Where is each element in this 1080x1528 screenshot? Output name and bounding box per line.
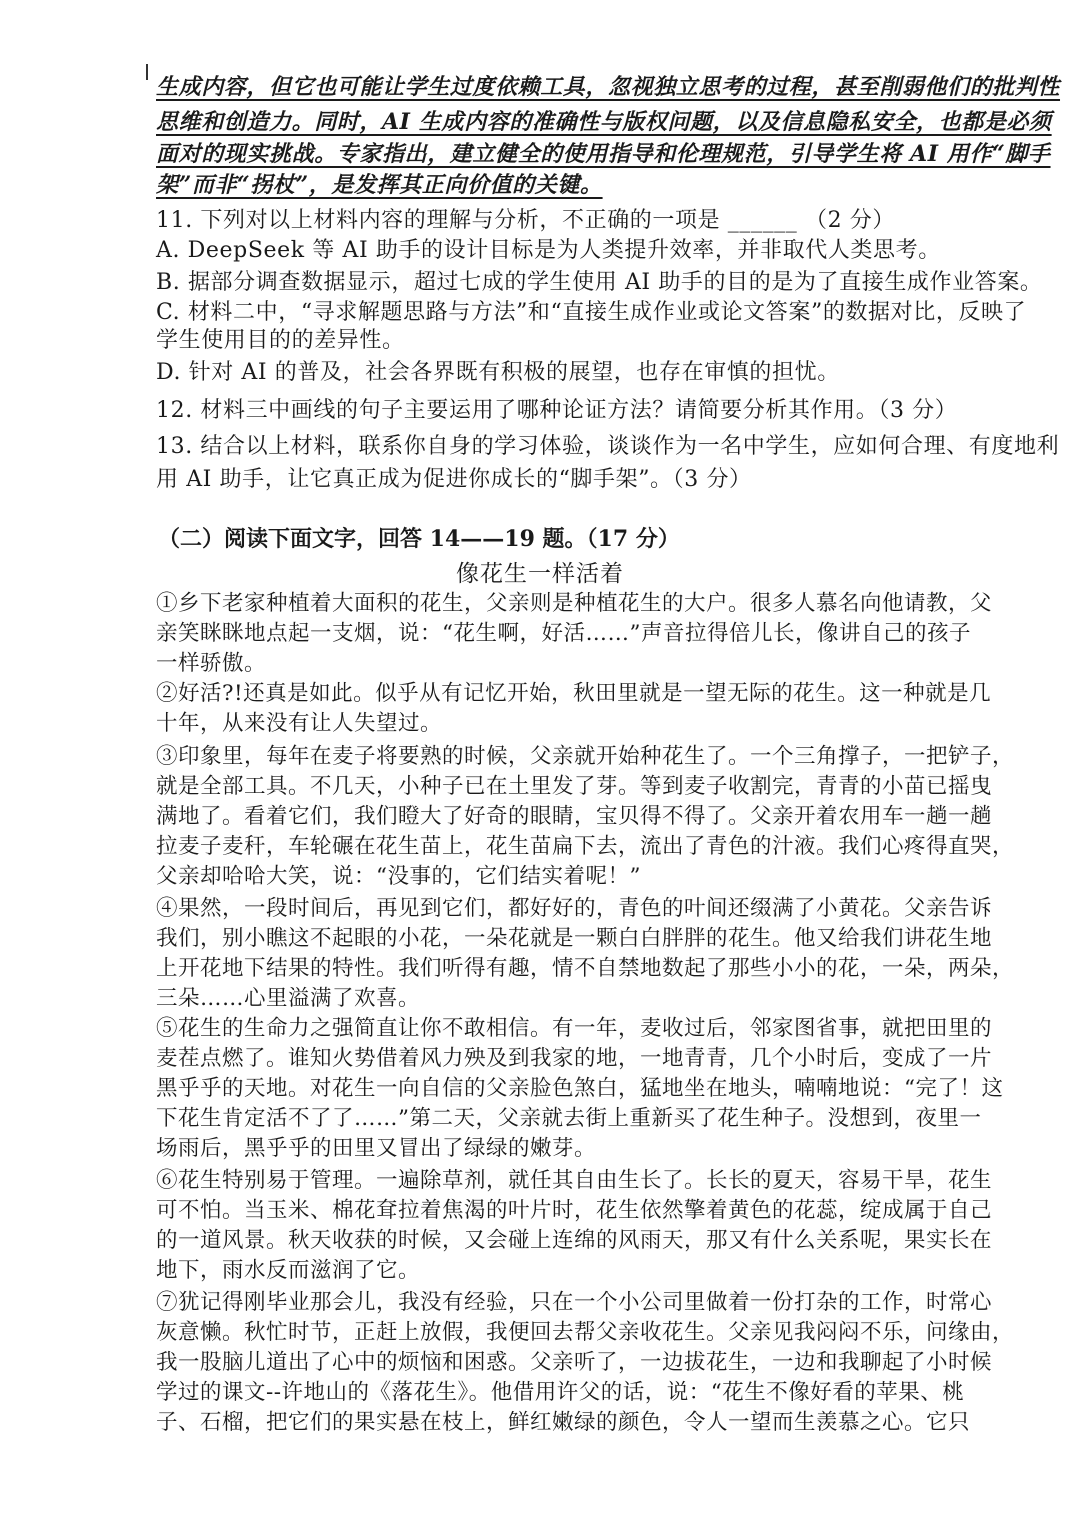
article-line: ③印象里，每年在麦子将要熟的时候，父亲就开始种花生了。一个三角撑子，一把铲子，: [156, 744, 1015, 769]
article-line: 父亲却哈哈大笑，说：“没事的，它们结实着呢！”: [156, 864, 641, 889]
article-line: 灰意懒。秋忙时节，正赶上放假，我便回去帮父亲收花生。父亲见我闷闷不乐，问缘由，: [156, 1320, 1015, 1345]
question-11-option-c-cont: 学生使用目的的差异性。: [156, 328, 405, 353]
article-line: 三朵……心里溢满了欢喜。: [156, 986, 421, 1011]
article-line: 上开花地下结果的特性。我们听得有趣，情不自禁地数起了那些小小的花，一朵，两朵，: [156, 956, 1015, 981]
article-line: 就是全部工具。不几天，小种子已在土里发了芽。等到麦子收割完，青青的小苗已摇曳: [156, 774, 993, 799]
section-heading: （二）阅读下面文字，回答 14——19 题。（17 分）: [158, 526, 680, 552]
article-line: ①乡下老家种植着大面积的花生，父亲则是种植花生的大户。很多人慕名向他请教，父: [156, 591, 993, 616]
article-line: 拉麦子麦秆，车轮碾在花生苗上，花生苗扁下去，流出了青色的汁液。我们心疼得直哭，: [156, 834, 1015, 859]
article-line: 黑乎乎的天地。对花生一向自信的父亲脸色煞白，猛地坐在地头，喃喃地说：“完了！这: [156, 1076, 1004, 1101]
question-11-option-b: B. 据部分调查数据显示，超过七成的学生使用 AI 助手的目的是为了直接生成作业答案。: [156, 270, 1043, 295]
article-line: ⑥花生特别易于管理。一遍除草剂，就任其自由生长了。长长的夏天，容易干旱，花生: [156, 1168, 993, 1193]
question-11-option-d: D. 针对 AI 的普及，社会各界既有积极的展望，也存在审慎的担忧。: [156, 360, 840, 385]
article-line: ⑦犹记得刚毕业那会儿，我没有经验，只在一个小公司里做着一份打杂的工作，时常心: [156, 1290, 993, 1315]
article-line: 的一道风景。秋天收获的时候，又会碰上连绵的风雨天，那又有什么关系呢，果实长在: [156, 1228, 993, 1253]
question-11-stem: 11. 下列对以上材料内容的理解与分析，不正确的一项是 ______ （2 分）: [156, 208, 895, 233]
material-line-2: 思维和创造力。同时，AI 生成内容的准确性与版权问题，以及信息隐私安全，也都是必须: [156, 109, 1052, 135]
article-line: ②好活?!还真是如此。似乎从有记忆开始，秋田里就是一望无际的花生。这一种就是几: [156, 681, 992, 706]
article-line: ④果然，一段时间后，再见到它们，都好好的，青色的叶间还缀满了小黄花。父亲告诉: [156, 896, 993, 921]
article-line: 学过的课文--许地山的《落花生》。他借用许父的话，说：“花生不像好看的苹果、桃: [156, 1380, 965, 1405]
article-line: 麦茬点燃了。谁知火势借着风力殃及到我家的地，一地青青，几个小时后，变成了一片: [156, 1046, 993, 1071]
article-line: 可不怕。当玉米、棉花耷拉着焦渴的叶片时，花生依然擎着黄色的花蕊，绽成属于自己: [156, 1198, 993, 1223]
material-line-1: 生成内容，但它也可能让学生过度依赖工具，忽视独立思考的过程，甚至削弱他们的批判性: [156, 74, 1061, 100]
question-13-line-2: 用 AI 助手，让它真正成为促进你成长的“脚手架”。（3 分）: [156, 467, 752, 492]
question-13-line-1: 13. 结合以上材料，联系你自身的学习体验，谈谈作为一名中学生，应如何合理、有度地利: [156, 434, 1060, 459]
margin-mark: [146, 64, 148, 80]
article-line: 子、石榴，把它们的果实悬在枝上，鲜红嫩绿的颜色，令人一望而生羡慕之心。它只: [156, 1410, 971, 1435]
article-title: 像花生一样活着: [456, 561, 624, 587]
article-line: 地下，雨水反而滋润了它。: [156, 1258, 421, 1283]
material-line-4: 架”而非“拐杖”，是发挥其正向价值的关键。: [156, 172, 603, 198]
question-11-option-c: C. 材料二中，“寻求解题思路与方法”和“直接生成作业或论文答案”的数据对比，反映了: [156, 300, 1027, 325]
article-line: 我们，别小瞧这不起眼的小花，一朵花就是一颗白白胖胖的花生。他又给我们讲花生地: [156, 926, 993, 951]
article-line: 十年，从来没有让人失望过。: [156, 711, 443, 736]
material-line-3: 面对的现实挑战。专家指出，建立健全的使用指导和伦理规范，引导学生将 AI 用作“脚手: [156, 141, 1051, 167]
article-line: 我一股脑儿道出了心中的烦恼和困惑。父亲听了，一边拔花生，一边和我聊起了小时候: [156, 1350, 993, 1375]
article-line: ⑤花生的生命力之强简直让你不敢相信。有一年，麦收过后，邻家图省事，就把田里的: [156, 1016, 993, 1041]
question-11-option-a: A. DeepSeek 等 AI 助手的设计目标是为人类提升效率，并非取代人类思考。: [156, 238, 941, 263]
article-line: 亲笑眯眯地点起一支烟，说：“花生啊，好活……”声音拉得倍儿长，像讲自己的孩子: [156, 621, 971, 646]
article-line: 一样骄傲。: [156, 651, 267, 676]
article-line: 下花生肯定活不了了……”第二天，父亲就去街上重新买了花生种子。没想到，夜里一: [156, 1106, 982, 1131]
question-12: 12. 材料三中画线的句子主要运用了哪种论证方法？请简要分析其作用。（3 分）: [156, 398, 958, 423]
article-line: 场雨后，黑乎乎的田里又冒出了绿绿的嫩芽。: [156, 1136, 597, 1161]
article-line: 满地了。看着它们，我们瞪大了好奇的眼睛，宝贝得不得了。父亲开着农用车一趟一趟: [156, 804, 993, 829]
